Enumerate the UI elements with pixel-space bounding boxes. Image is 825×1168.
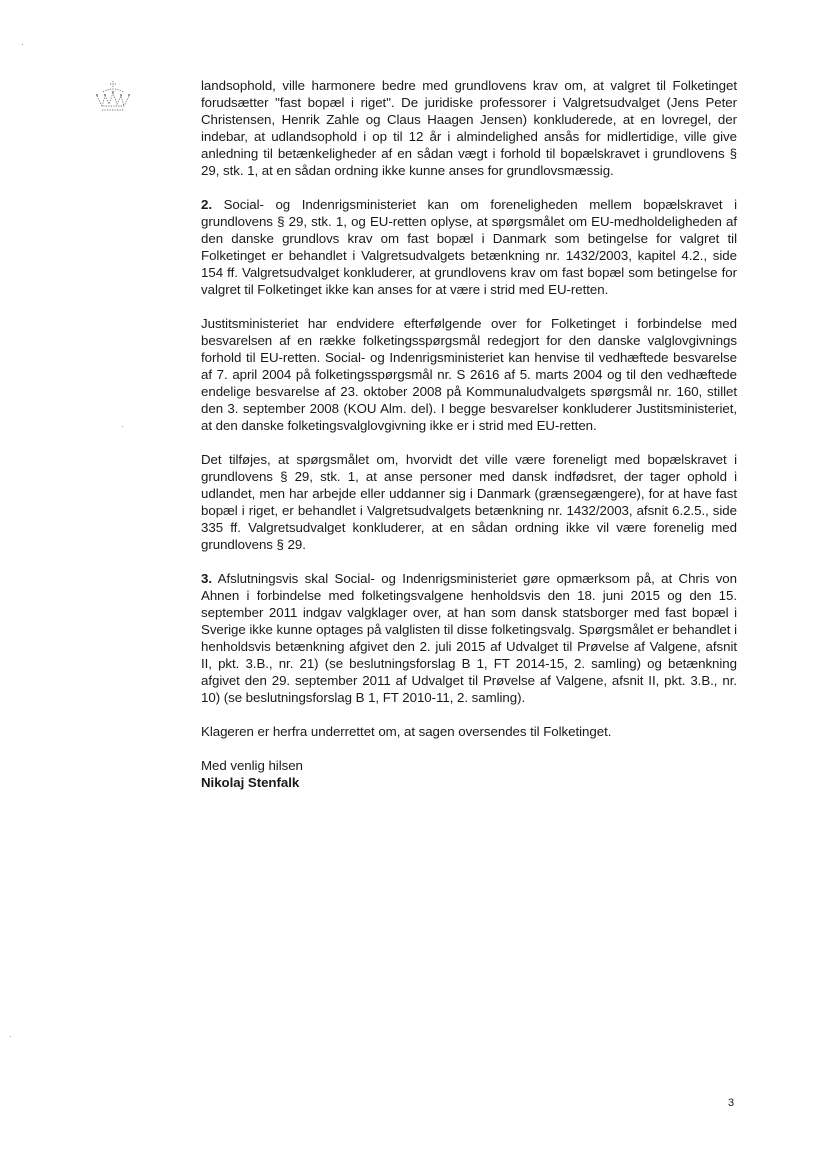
paragraph [201, 77, 737, 179]
paragraph [201, 196, 737, 298]
paragraph-text: Klageren er herfra underrettet om, at sagen oversendes til Folketinget. [201, 724, 612, 739]
section-number: 3. [201, 571, 212, 586]
section-number: 2. [201, 197, 212, 212]
scan-speck [22, 44, 23, 45]
closing-greeting: Med venlig hilsen [201, 758, 303, 773]
closing-block [201, 757, 737, 791]
paragraph [201, 451, 737, 553]
paragraph-text: landsophold, ville harmonere bedre med grundlovens krav om, at valgret til Folketinget forudsætter "fast bopæl i riget". De juridiske professorer i Valgretsudvalget (Jens Peter Christensen, Henrik Zahle og Claus Haagen Jensen) konkluderede, at en lovregel, der indebar, at udlandsophold i op til 12 år i almindelighed ansås for midlertidige, ville give anledning til betænkeligheder af en sådan vægt i forhold til bopælskravet i grundlovens § 29, stk. 1, at en sådan ordning ikke kunne anses for grundlovsmæssig. [201, 78, 737, 178]
paragraph [201, 315, 737, 434]
page-number: 3 [728, 1097, 735, 1109]
paragraph-text: Justitsministeriet har endvidere efterfølgende over for Folketinget i forbindelse med besvarelsen af en række folketingsspørgsmål redegjort for den danske valglovgivnings forhold til EU-retten. Social- og Indenrigsministeriet kan henvise til vedhæftede besvarelse af 7. april 2004 på folketingsspørgsmål nr. S 2616 af 5. marts 2004 og til den vedhæftede endelige besvarelse af 23. oktober 2008 på Kommunaludvalgets spørgsmål nr. 160, stillet den 3. september 2008 (KOU Alm. del). I begge besvarelser konkluderer Justitsministeriet, at den danske folketingsvalglovgivning ikke er i strid med EU-retten. [201, 316, 737, 433]
paragraph-text: Det tilføjes, at spørgsmålet om, hvorvidt det ville være foreneligt med bopælskravet i grundlovens § 29, stk. 1, at anse personer med dansk indfødsret, der tager ophold i udlandet, men har arbejde eller uddanner sig i Danmark (grænsegængere), for at have fast bopæl i riget, er behandlet i Valgretsudvalgets betænkning nr. 1432/2003, afsnit 6.2.5., side 335 ff. Valgretsudvalget konkluderer, at en sådan ordning ikke vil være forenelig med grundlovens § 29. [201, 452, 737, 552]
paragraph-text: Afslutningsvis skal Social- og Indenrigsministeriet gøre opmærksom på, at Chris von Ahnen i forbindelse med folketingsvalgene henholdsvis den 18. juni 2015 og den 15. september 2011 indgav valgklager over, at han som dansk statsborger med fast bopæl i Sverige ikke kunne optages på valglisten til disse folketingsvalg. Spørgsmålet er behandlet i henholdsvis betænkning afgivet den 2. juli 2015 af Udvalget til Prøvelse af Valgene, afsnit II, pkt. 3.B., nr. 21) (se beslutningsforslag B 1, FT 2014-15, 2. samling) og betænkning afgivet den 29. september 2011 af Udvalget til Prøvelse af Valgene, afsnit II, pkt. 3.B., nr. 10) (se beslutningsforslag B 1, FT 2010-11, 2. samling). [201, 571, 737, 705]
signatory-name: Nikolaj Stenfalk [201, 775, 300, 790]
paragraph-text: Social- og Indenrigsministeriet kan om foreneligheden mellem bopælskravet i grundlovens § 29, stk. 1, og EU-retten oplyse, at spørgsmålet om EU-medholdeligheden af den danske grundlovs krav om fast bopæl i Danmark som betingelse for valgret til Folketinget er behandlet i Valgretsudvalgets betænkning nr. 1432/2003, kapitel 4.2., side 154 ff. Valgretsudvalget konkluderer, at grundlovens krav om fast bopæl som betingelse for valgret til Folketinget ikke kan anses for at være i strid med EU-retten. [201, 197, 737, 297]
scan-speck [122, 426, 123, 427]
letter-body [201, 77, 737, 791]
crown-icon [93, 80, 133, 114]
paragraph [201, 570, 737, 706]
scan-speck [10, 1036, 11, 1037]
paragraph [201, 723, 737, 740]
